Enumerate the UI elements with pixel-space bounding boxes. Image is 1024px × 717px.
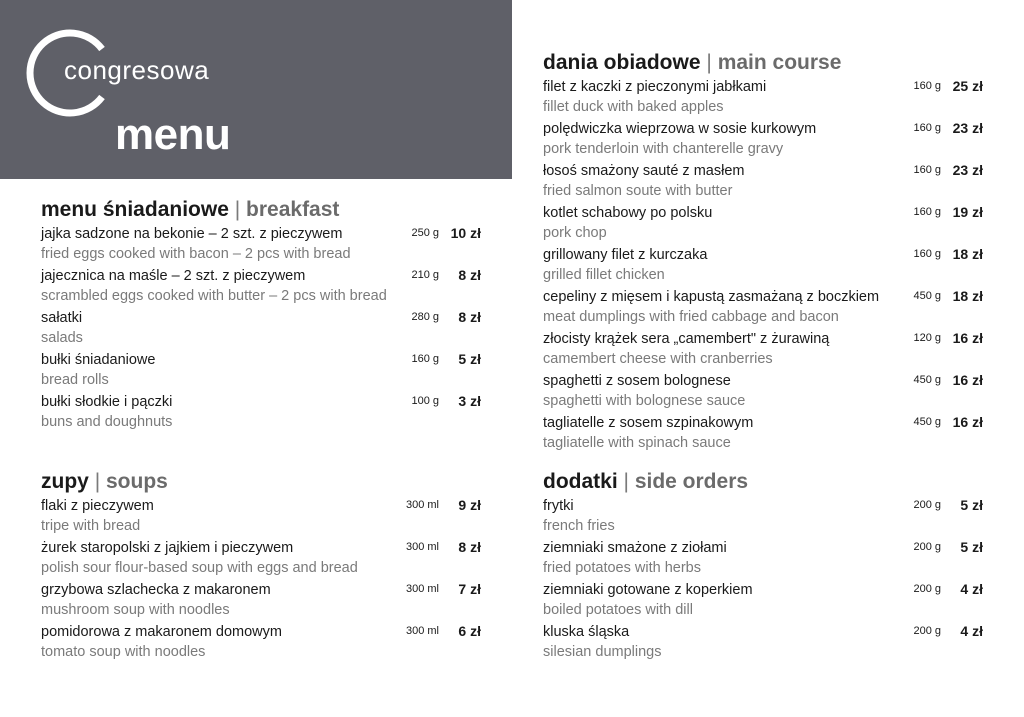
header-banner — [0, 0, 512, 179]
section-title — [41, 469, 481, 495]
menu-item — [543, 202, 983, 223]
menu-item-quantity: 200 g — [913, 499, 941, 511]
section-title-en: main course — [717, 51, 842, 74]
section-title-pl: zupy — [41, 470, 89, 493]
section-title-separator: | — [623, 470, 629, 493]
menu-item — [543, 412, 983, 433]
section-title — [543, 469, 983, 495]
menu-item — [543, 579, 983, 600]
menu-item-price: 3 zł — [458, 393, 481, 409]
section-title — [543, 50, 983, 76]
menu-item-name: grzybowa szlachecka z makaronem — [41, 582, 271, 598]
section-title-pl: menu śniadaniowe — [41, 198, 229, 221]
menu-item-quantity: 450 g — [913, 290, 941, 302]
section-title-separator: | — [94, 470, 101, 493]
menu-list — [41, 223, 481, 433]
menu-item — [543, 118, 983, 139]
menu-item-quantity: 300 ml — [405, 499, 439, 511]
menu-item-quantity: 160 g — [913, 80, 941, 92]
menu-item-quantity: 160 g — [913, 164, 941, 176]
menu-item — [543, 370, 983, 391]
menu-item-name: spaghetti z sosem bolognese — [543, 373, 731, 389]
menu-item — [41, 621, 481, 642]
section-soups — [41, 469, 481, 663]
menu-item-price: 23 zł — [952, 120, 983, 136]
menu-item — [41, 391, 481, 412]
menu-item-price: 5 zł — [960, 539, 983, 555]
menu-item — [41, 349, 481, 370]
menu-item — [543, 160, 983, 181]
section-title-en: breakfast — [246, 198, 340, 221]
menu-item-translation: fillet duck with baked apples — [543, 99, 724, 115]
menu-item-translation: mushroom soup with noodles — [41, 602, 230, 618]
menu-item-quantity: 450 g — [913, 374, 941, 386]
menu-item — [543, 495, 983, 516]
menu-item-name: polędwiczka wieprzowa w sosie kurkowym — [543, 121, 817, 137]
menu-item-translation: grilled fillet chicken — [543, 267, 665, 283]
menu-item — [543, 537, 983, 558]
menu-item-quantity: 160 g — [913, 206, 941, 218]
menu-item-translation: spaghetti with bolognese sauce — [543, 393, 746, 409]
menu-item-name: ziemniaki gotowane z koperkiem — [543, 582, 753, 598]
menu-item-quantity: 200 g — [913, 583, 941, 595]
section-side-orders — [543, 469, 983, 663]
menu-item-translation: silesian dumplings — [543, 644, 662, 660]
menu-item-price: 8 zł — [458, 309, 481, 325]
menu-item-name: grillowany filet z kurczaka — [543, 247, 708, 263]
menu-item-name: kluska śląska — [543, 624, 630, 640]
menu-item-name: bułki słodkie i pączki — [41, 394, 173, 410]
menu-item-price: 4 zł — [960, 581, 983, 597]
menu-item-quantity: 300 ml — [405, 583, 439, 595]
menu-item — [41, 223, 481, 244]
menu-item-translation: polish sour flour-based soup with eggs and bread — [41, 560, 358, 576]
menu-item — [543, 76, 983, 97]
menu-item-price: 5 zł — [458, 351, 481, 367]
menu-item-name: żurek staropolski z jajkiem i pieczywem — [41, 540, 294, 556]
menu-item-translation: camembert cheese with cranberries — [543, 351, 773, 367]
menu-item-name: tagliatelle z sosem szpinakowym — [543, 415, 754, 431]
menu-item-name: bułki śniadaniowe — [41, 352, 156, 368]
section-title — [41, 197, 481, 223]
page-title: menu — [115, 110, 231, 159]
menu-item-quantity: 250 g — [411, 227, 439, 239]
section-title-en: soups — [106, 470, 168, 493]
menu-item-translation: tomato soup with noodles — [41, 644, 206, 660]
menu-item-name: flaki z pieczywem — [41, 498, 154, 514]
menu-item-name: jajka sadzone na bekonie – 2 szt. z pieczywem — [41, 226, 343, 242]
menu-item-translation: tagliatelle with spinach sauce — [543, 435, 731, 451]
section-main-course — [543, 50, 983, 454]
menu-item-price: 7 zł — [458, 581, 481, 597]
menu-item-translation: pork chop — [543, 225, 607, 241]
menu-item-price: 8 zł — [458, 267, 481, 283]
section-title-separator: | — [706, 51, 712, 74]
menu-item-price: 9 zł — [458, 497, 481, 513]
menu-list — [543, 76, 983, 454]
menu-item-quantity: 280 g — [411, 311, 439, 323]
section-title-en: side orders — [634, 470, 749, 493]
menu-item — [543, 286, 983, 307]
section-title-pl: dodatki — [543, 470, 618, 493]
menu-item-price: 5 zł — [960, 497, 983, 513]
menu-item-translation: fried potatoes with herbs — [543, 560, 701, 576]
menu-item-price: 23 zł — [952, 162, 983, 178]
menu-item-price: 8 zł — [458, 539, 481, 555]
menu-item-translation: fried salmon soute with butter — [543, 183, 733, 199]
menu-item-translation: fried eggs cooked with bacon – 2 pcs with bread — [41, 246, 351, 262]
menu-item-price: 16 zł — [952, 330, 983, 346]
menu-item-price: 4 zł — [960, 623, 983, 639]
menu-item-quantity: 200 g — [913, 541, 941, 553]
menu-item-quantity: 200 g — [913, 625, 941, 637]
menu-item-price: 18 zł — [952, 246, 983, 262]
menu-item — [543, 621, 983, 642]
menu-item — [41, 537, 481, 558]
menu-item-price: 19 zł — [952, 204, 983, 220]
section-breakfast — [41, 197, 481, 433]
menu-item-quantity: 160 g — [913, 122, 941, 134]
menu-item-name: jajecznica na maśle – 2 szt. z pieczywem — [41, 268, 306, 284]
menu-item-name: złocisty krążek sera „camembert" z żurawiną — [543, 331, 830, 347]
menu-item-quantity: 450 g — [913, 416, 941, 428]
menu-item — [41, 265, 481, 286]
menu-item-translation: boiled potatoes with dill — [543, 602, 693, 618]
menu-item — [543, 244, 983, 265]
section-title-separator: | — [234, 198, 241, 221]
menu-item-translation: tripe with bread — [41, 518, 141, 534]
menu-item-translation: bread rolls — [41, 372, 109, 388]
menu-item-quantity: 160 g — [913, 248, 941, 260]
menu-item-price: 16 zł — [952, 414, 983, 430]
menu-item-price: 6 zł — [458, 623, 481, 639]
brand-name: congresowa — [64, 55, 210, 85]
menu-item-translation: french fries — [543, 518, 615, 534]
menu-item-price: 16 zł — [952, 372, 983, 388]
menu-item-quantity: 300 ml — [405, 625, 439, 637]
menu-item — [543, 328, 983, 349]
menu-list — [543, 495, 983, 663]
menu-item-name: cepeliny z mięsem i kapustą zasmażaną z boczkiem — [543, 289, 880, 305]
menu-list — [41, 495, 481, 663]
menu-item-name: pomidorowa z makaronem domowym — [41, 624, 282, 640]
menu-item-price: 25 zł — [952, 78, 983, 94]
menu-item-translation: buns and doughnuts — [41, 414, 173, 430]
menu-item-quantity: 210 g — [411, 269, 439, 281]
menu-item-name: filet z kaczki z pieczonymi jabłkami — [543, 79, 767, 95]
menu-item-quantity: 160 g — [411, 353, 439, 365]
menu-item-name: frytki — [543, 498, 574, 514]
menu-item-quantity: 100 g — [411, 395, 439, 407]
menu-item-name: sałatki — [41, 310, 83, 326]
menu-item-translation: scrambled eggs cooked with butter – 2 pcs with bread — [41, 288, 387, 304]
menu-item-price: 10 zł — [450, 225, 481, 241]
menu-item — [41, 495, 481, 516]
menu-item-quantity: 300 ml — [405, 541, 439, 553]
menu-item-name: ziemniaki smażone z ziołami — [543, 540, 727, 556]
menu-item — [41, 579, 481, 600]
menu-item-translation: pork tenderloin with chanterelle gravy — [543, 141, 784, 157]
menu-item-name: kotlet schabowy po polsku — [543, 205, 713, 221]
menu-item-translation: salads — [41, 330, 83, 346]
menu-item-translation: meat dumplings with fried cabbage and bacon — [543, 309, 839, 325]
menu-item — [41, 307, 481, 328]
menu-item-name: łosoś smażony sauté z masłem — [543, 163, 745, 179]
menu-item-price: 18 zł — [952, 288, 983, 304]
menu-item-quantity: 120 g — [913, 332, 941, 344]
section-title-pl: dania obiadowe — [543, 51, 701, 74]
